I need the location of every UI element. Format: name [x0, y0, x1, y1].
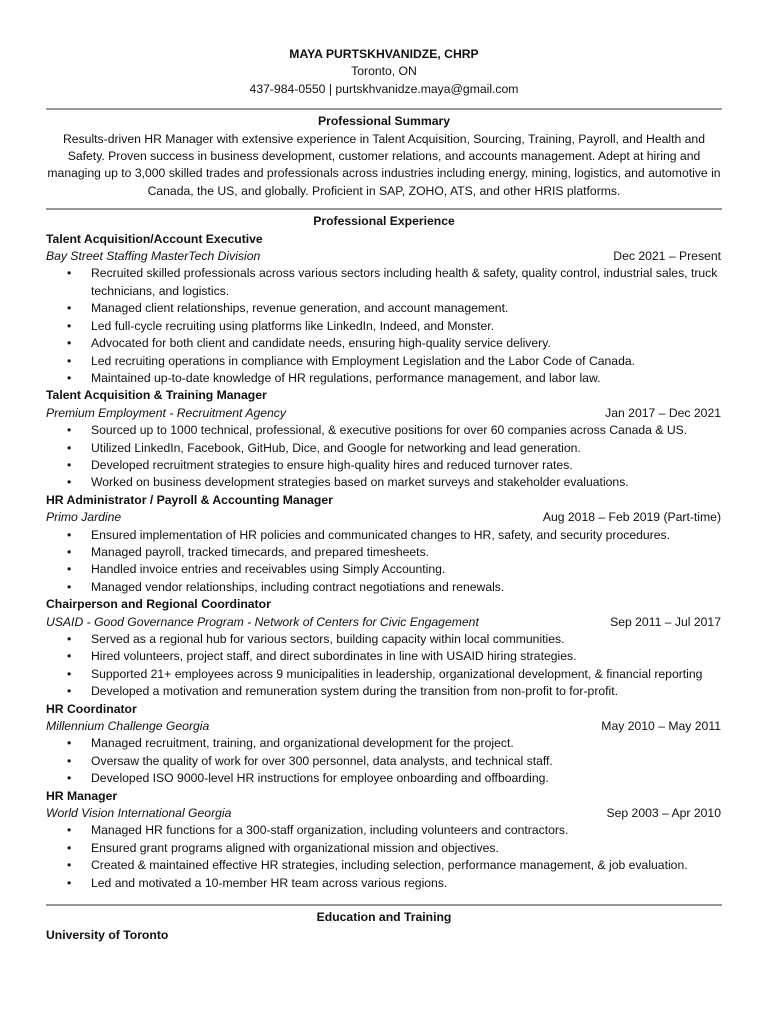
job-bullets — [46, 822, 722, 892]
job-dates: Aug 2018 – Feb 2019 (Part-time) — [542, 510, 721, 525]
job-title: HR Manager — [46, 788, 118, 803]
list-item: • Developed a motivation and remuneration system during the transition from non-profit to for-profit. — [91, 683, 722, 700]
section-divider — [46, 208, 722, 210]
job-organization: USAID - Good Governance Program - Network of Centers for Civic Engagement — [46, 614, 479, 629]
list-item: • Developed recruitment strategies to ensure high-quality hires and reduced turnover rates. — [91, 457, 722, 474]
education-heading: Education and Training — [316, 910, 452, 925]
job-entry — [46, 701, 722, 788]
list-item: • Created & maintained effective HR strategies, including selection, performance management, & job evaluation. — [91, 857, 722, 874]
candidate-contact: 437-984-0550 | purtskhvanidze.maya@gmail.com — [249, 81, 519, 96]
section-divider — [46, 108, 722, 110]
job-entry — [46, 788, 722, 892]
resume-header — [46, 46, 722, 98]
list-item: • Ensured implementation of HR policies and communicated changes to HR, safety, and security procedures. — [91, 527, 722, 544]
list-item: • Managed vendor relationships, including contract negotiations and renewals. — [91, 579, 722, 596]
list-item: • Led and motivated a 10-member HR team across various regions. — [91, 875, 722, 892]
list-item: • Managed client relationships, revenue generation, and account management. — [91, 300, 722, 317]
summary-heading: Professional Summary — [317, 114, 451, 129]
job-entry — [46, 387, 722, 491]
job-dates: Dec 2021 – Present — [613, 249, 721, 264]
list-item: • Hired volunteers, project staff, and direct subordinates in line with USAID hiring strategies. — [91, 648, 722, 665]
job-dates: Sep 2011 – Jul 2017 — [610, 614, 721, 629]
summary-text: Results-driven HR Manager with extensive experience in Talent Acquisition, Sourcing, Training, Payroll, and Health and Safety. Proven success in business development, customer relations, and accounts management. Adept at hiring and managing up to 3,000 skilled trades and professionals across industries including energy, mining, logistics, and automotive in Canada, the US, and globally. Proficient in SAP, ZOHO, ATS, and other HRIS platforms. — [47, 131, 721, 198]
job-title: HR Coordinator — [46, 701, 137, 716]
job-bullets — [46, 735, 722, 787]
candidate-location: Toronto, ON — [351, 64, 417, 79]
job-bullets — [46, 527, 722, 597]
job-dates: May 2010 – May 2011 — [601, 719, 721, 734]
job-entry — [46, 596, 722, 700]
job-bullets — [46, 631, 722, 701]
education-school: University of Toronto — [46, 927, 169, 942]
job-dates: Jan 2017 – Dec 2021 — [605, 405, 721, 420]
job-entry — [46, 492, 722, 596]
job-title: Talent Acquisition/Account Executive — [46, 231, 263, 246]
list-item: • Ensured grant programs aligned with organizational mission and objectives. — [91, 840, 722, 857]
list-item: • Led full-cycle recruiting using platforms like LinkedIn, Indeed, and Monster. — [91, 318, 722, 335]
job-org-line — [46, 509, 722, 526]
list-item: • Handled invoice entries and receivables using Simply Accounting. — [91, 561, 722, 578]
job-bullets — [46, 422, 722, 492]
job-title: Talent Acquisition & Training Manager — [46, 388, 267, 403]
list-item: • Oversaw the quality of work for over 300 personnel, data analysts, and technical staff. — [91, 753, 722, 770]
job-organization: World Vision International Georgia — [46, 806, 232, 821]
job-bullets — [46, 265, 722, 387]
list-item: • Led recruiting operations in compliance with Employment Legislation and the Labor Code of Canada. — [91, 353, 722, 370]
job-org-line — [46, 805, 722, 822]
job-org-line — [46, 718, 722, 735]
list-item: • Developed ISO 9000-level HR instructions for employee onboarding and offboarding. — [91, 770, 722, 787]
list-item: • Managed payroll, tracked timecards, and prepared timesheets. — [91, 544, 722, 561]
job-entry — [46, 231, 722, 388]
job-org-line — [46, 248, 722, 265]
list-item: • Supported 21+ employees across 9 municipalities in leadership, organizational development, & financial reporting — [91, 666, 722, 683]
list-item: • Utilized LinkedIn, Facebook, GitHub, Dice, and Google for networking and lead generation. — [91, 440, 722, 457]
list-item: • Advocated for both client and candidate needs, ensuring high-quality service delivery. — [91, 335, 722, 352]
job-dates: Sep 2003 – Apr 2010 — [606, 806, 721, 821]
section-divider — [46, 904, 722, 906]
experience-heading: Professional Experience — [313, 214, 455, 229]
job-organization: Premium Employment - Recruitment Agency — [46, 405, 286, 420]
list-item: • Sourced up to 1000 technical, professional, & executive positions for over 60 companies across Canada & US. — [91, 422, 722, 439]
job-title: Chairperson and Regional Coordinator — [46, 597, 271, 612]
list-item: • Managed HR functions for a 300-staff organization, including volunteers and contractors. — [91, 822, 722, 839]
job-organization: Primo Jardine — [46, 510, 122, 525]
job-title: HR Administrator / Payroll & Accounting Manager — [46, 492, 333, 507]
list-item: • Worked on business development strategies based on market surveys and stakeholder evaluations. — [91, 474, 722, 491]
job-org-line — [46, 405, 722, 422]
list-item: • Managed recruitment, training, and organizational development for the project. — [91, 735, 722, 752]
job-org-line — [46, 614, 722, 631]
job-organization: Millennium Challenge Georgia — [46, 719, 210, 734]
job-organization: Bay Street Staffing MasterTech Division — [46, 249, 261, 264]
list-item: • Recruited skilled professionals across various sectors including health & safety, quality control, industrial sales, truck technicians, and logistics. — [91, 265, 722, 300]
candidate-name: MAYA PURTSKHVANIDZE, CHRP — [289, 47, 479, 61]
list-item: • Maintained up-to-date knowledge of HR regulations, performance management, and labor law. — [91, 370, 722, 387]
list-item: • Served as a regional hub for various sectors, building capacity within local communities. — [91, 631, 722, 648]
